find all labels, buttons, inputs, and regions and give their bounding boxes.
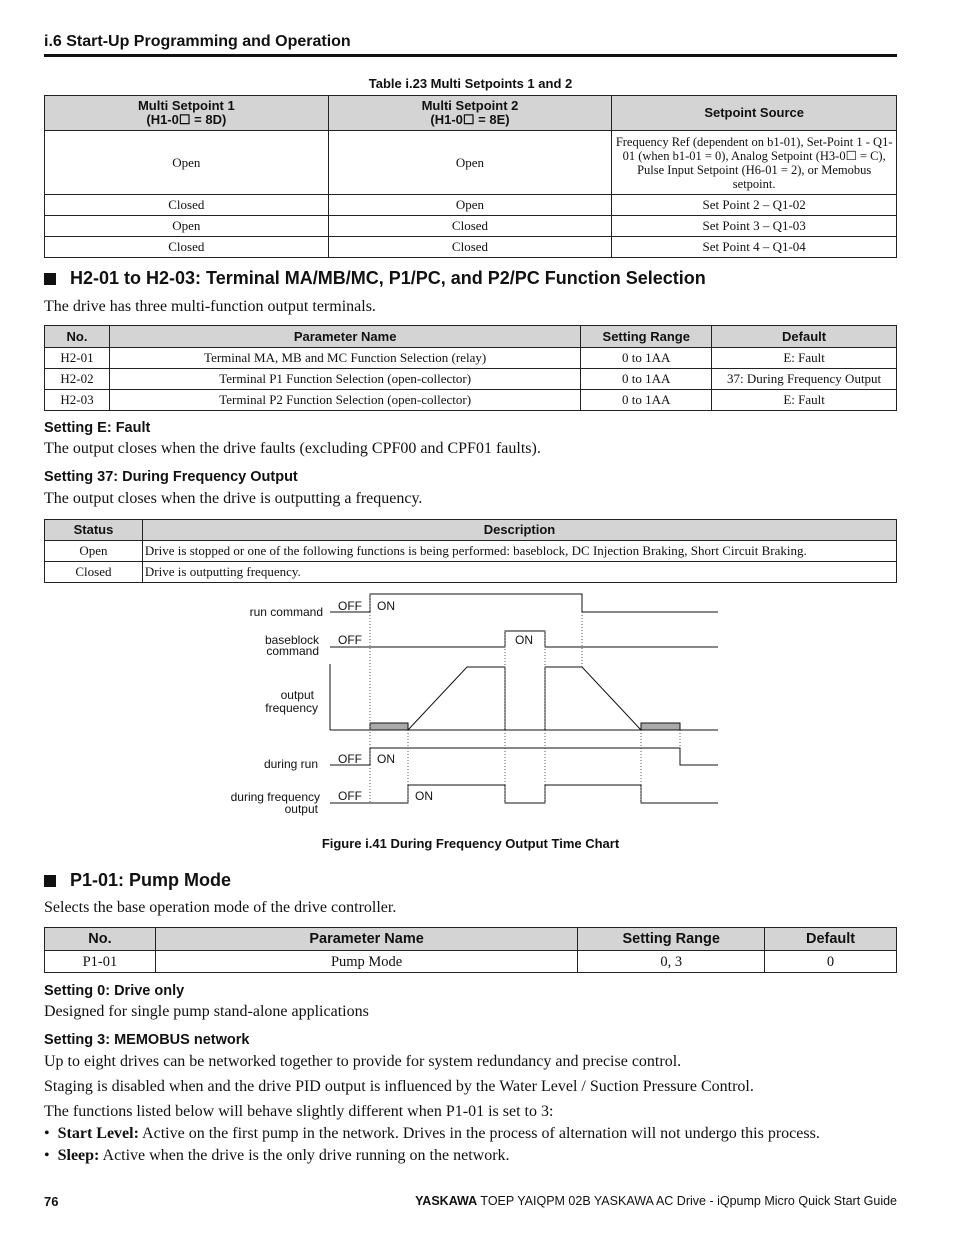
table-row bbox=[45, 216, 897, 237]
table1-header-2: Multi Setpoint 2 (H1-0☐ = 8E) bbox=[328, 96, 612, 131]
table-status bbox=[44, 519, 897, 583]
setting-e-text: The output closes when the drive faults (excluding CPF00 and CPF01 faults). bbox=[44, 440, 541, 457]
table-row: Closed Drive is outputting frequency. bbox=[45, 562, 897, 583]
table1-caption: Table i.23 Multi Setpoints 1 and 2 bbox=[368, 76, 573, 91]
table-cell: Open bbox=[45, 216, 329, 237]
during-run-off-label: OFF bbox=[338, 752, 362, 766]
label-run-command: run command bbox=[249, 605, 323, 619]
footer-doc-title: YASKAWA TOEP YAIQPM 02B YASKAWA AC Drive - iQpump Micro Quick Start Guide bbox=[415, 1194, 897, 1208]
setting-37-text: The output closes when the drive is outputting a frequency. bbox=[44, 490, 423, 507]
setting-e-title: Setting E: Fault bbox=[44, 420, 151, 436]
section-h2-intro: The drive has three multi-function output terminals. bbox=[44, 298, 376, 315]
label-during-run: during run bbox=[263, 757, 318, 771]
table-cell: Closed bbox=[45, 195, 329, 216]
dc-injection-stop-block bbox=[641, 723, 680, 730]
bullet-start-level: • Start Level: Active on the first pump in the network. Drives in the process of alternation will not undergo this process. bbox=[44, 1125, 820, 1142]
label-output-1: output bbox=[280, 688, 314, 702]
table2-header: Parameter Name bbox=[109, 326, 580, 348]
bullet-icon: • bbox=[44, 1125, 50, 1142]
table-cell: Set Point 4 – Q1-04 bbox=[612, 237, 897, 258]
label-baseblock-1: baseblock bbox=[264, 633, 319, 647]
setting-37-title: Setting 37: During Frequency Output bbox=[44, 469, 298, 485]
dfo-off-label: OFF bbox=[338, 789, 362, 803]
table4-header: No. bbox=[45, 928, 156, 951]
during-frequency-output-signal bbox=[330, 785, 718, 803]
bullet-icon: • bbox=[44, 1147, 50, 1164]
run-on-label: ON bbox=[377, 599, 395, 613]
setting-3-p1: Up to eight drives can be networked together to provide for system redundancy and precise control. bbox=[44, 1053, 682, 1070]
table-row: H2-03 Terminal P2 Function Selection (open-collector) 0 to 1AA E: Fault bbox=[45, 390, 897, 411]
header-rule bbox=[44, 54, 897, 57]
table-cell: Open bbox=[328, 195, 612, 216]
baseblock-on-label: ON bbox=[515, 633, 533, 647]
table-cell: Set Point 3 – Q1-03 bbox=[612, 216, 897, 237]
table-row: H2-01 Terminal MA, MB and MC Function Selection (relay) 0 to 1AA E: Fault bbox=[45, 348, 897, 369]
table-row: H2-02 Terminal P1 Function Selection (open-collector) 0 to 1AA 37: During Frequency Output bbox=[45, 369, 897, 390]
table1-header-1: Multi Setpoint 1 (H1-0☐ = 8D) bbox=[45, 96, 329, 131]
table1-header-3: Setpoint Source bbox=[612, 96, 897, 131]
setting-0-text: Designed for single pump stand-alone applications bbox=[44, 1003, 369, 1020]
table-cell: Set Point 2 – Q1-02 bbox=[612, 195, 897, 216]
table2-header: No. bbox=[45, 326, 110, 348]
table-cell: Closed bbox=[328, 237, 612, 258]
section-square-icon bbox=[44, 273, 56, 285]
section-p1-title: P1-01: Pump Mode bbox=[44, 870, 231, 891]
page-number: 76 bbox=[44, 1194, 59, 1209]
table-cell: Open bbox=[45, 131, 329, 195]
dc-injection-start-block bbox=[370, 723, 408, 730]
table-row bbox=[45, 237, 897, 258]
table2-header: Setting Range bbox=[581, 326, 712, 348]
section-square-icon bbox=[44, 875, 56, 887]
table-cell: Frequency Ref (dependent on b1-01), Set-Point 1 - Q1-01 (when b1-01 = 0), Analog Setpoint (H3-0☐ = C), Pulse Input Setpoint (H6-01 = 2), or Memobus setpoint. bbox=[612, 131, 897, 195]
table-cell: Closed bbox=[328, 216, 612, 237]
table4-header: Setting Range bbox=[578, 928, 765, 951]
table-pump-mode bbox=[44, 927, 897, 973]
table3-header: Status bbox=[45, 520, 143, 541]
setting-3-p2: Staging is disabled when and the drive PID output is influenced by the Water Level / Suction Pressure Control. bbox=[44, 1078, 754, 1095]
table3-header: Description bbox=[142, 520, 896, 541]
table-row: P1-01 Pump Mode 0, 3 0 bbox=[45, 951, 897, 973]
label-dfo-1: during frequency bbox=[230, 790, 320, 804]
table-output-terminals bbox=[44, 325, 897, 411]
table-row: Open Drive is stopped or one of the following functions is being performed: baseblock, DC Injection Braking, Short Circuit Braking. bbox=[45, 541, 897, 562]
label-dfo-2: output bbox=[284, 802, 318, 816]
table2-header: Default bbox=[712, 326, 897, 348]
label-baseblock-2: command bbox=[266, 644, 319, 658]
section-header: i.6 Start-Up Programming and Operation bbox=[44, 33, 351, 50]
setting-3-title: Setting 3: MEMOBUS network bbox=[44, 1032, 250, 1048]
label-output-2: frequency bbox=[265, 701, 318, 715]
figure-caption: Figure i.41 During Frequency Output Time Chart bbox=[321, 836, 620, 851]
table-cell: Closed bbox=[45, 237, 329, 258]
footer-brand: YASKAWA bbox=[415, 1194, 478, 1208]
table4-header: Parameter Name bbox=[155, 928, 577, 951]
table-multi-setpoints bbox=[44, 95, 897, 258]
dfo-on-label: ON bbox=[415, 789, 433, 803]
section-h2-title: H2-01 to H2-03: Terminal MA/MB/MC, P1/PC, and P2/PC Function Selection bbox=[44, 268, 706, 289]
table-cell: Open bbox=[328, 131, 612, 195]
time-chart bbox=[0, 585, 954, 825]
output-frequency-profile bbox=[370, 667, 680, 730]
table4-header: Default bbox=[765, 928, 897, 951]
setting-3-p3: The functions listed below will behave slightly different when P1-01 is set to 3: bbox=[44, 1103, 554, 1120]
section-p1-intro: Selects the base operation mode of the drive controller. bbox=[44, 899, 397, 916]
table-row bbox=[45, 195, 897, 216]
run-off-label: OFF bbox=[338, 599, 362, 613]
bullet-sleep: • Sleep: Active when the drive is the only drive running on the network. bbox=[44, 1147, 510, 1164]
table-row bbox=[45, 131, 897, 195]
baseblock-off-label: OFF bbox=[338, 633, 362, 647]
setting-0-title: Setting 0: Drive only bbox=[44, 983, 185, 999]
during-run-on-label: ON bbox=[377, 752, 395, 766]
